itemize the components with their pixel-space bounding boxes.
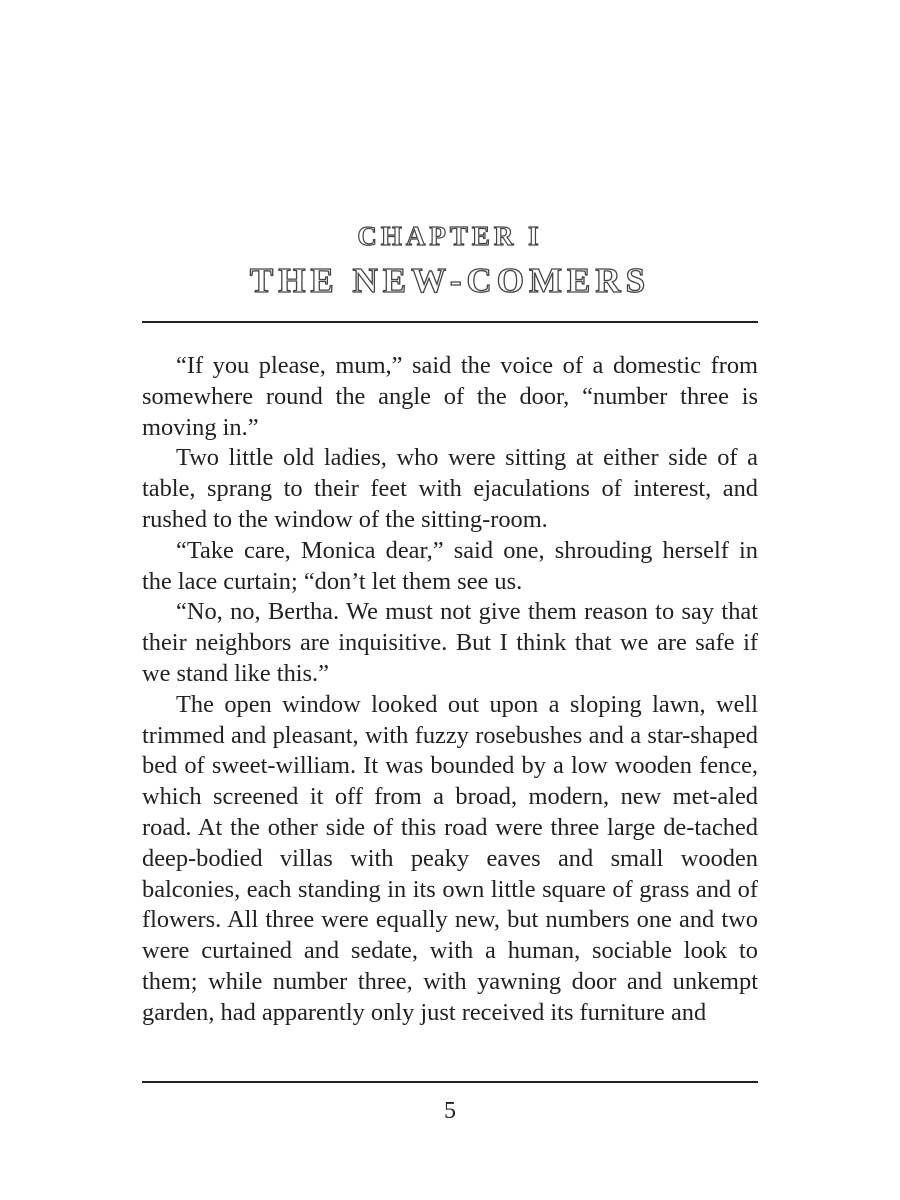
paragraph-3: “Take care, Monica dear,” said one, shrouding herself in the lace curtain; “don’t let them see us. bbox=[142, 536, 758, 595]
top-rule bbox=[142, 321, 758, 323]
paragraph-2: Two little old ladies, who were sitting at either side of a table, sprang to their feet with ejaculations of interest, and rushed to the window of the sitting-room. bbox=[142, 444, 758, 533]
body-text bbox=[142, 351, 758, 1051]
bottom-rule bbox=[142, 1081, 758, 1083]
paragraph-4: “No, no, Bertha. We must not give them reason to say that their neighbors are inquisitive. But I think that we are safe if we stand like this.” bbox=[142, 598, 758, 687]
chapter-label: CHAPTER I bbox=[357, 221, 543, 251]
paragraph-1: “If you please, mum,” said the voice of a domestic from somewhere round the angle of the door, “number three is moving in.” bbox=[142, 352, 758, 441]
page-number: 5 bbox=[444, 1098, 456, 1124]
paragraph-5: The open window looked out upon a sloping lawn, well trimmed and pleasant, with fuzzy rosebushes and a star-shaped bed of sweet-william. It was bounded by a low wooden fence, which screened it off from a broad, modern, new met-aled road. At the other side of this road were three large de-tached deep-bodied villas with peaky eaves and small wooden balconies, each standing in its own little square of grass and of flowers. All three were equally new, but numbers one and two were curtained and sedate, with a human, sociable look to them; while number three, with yawning door and unkempt garden, had apparently only just received its furniture and bbox=[142, 690, 758, 1026]
chapter-title: THE NEW-COMERS bbox=[249, 261, 651, 300]
